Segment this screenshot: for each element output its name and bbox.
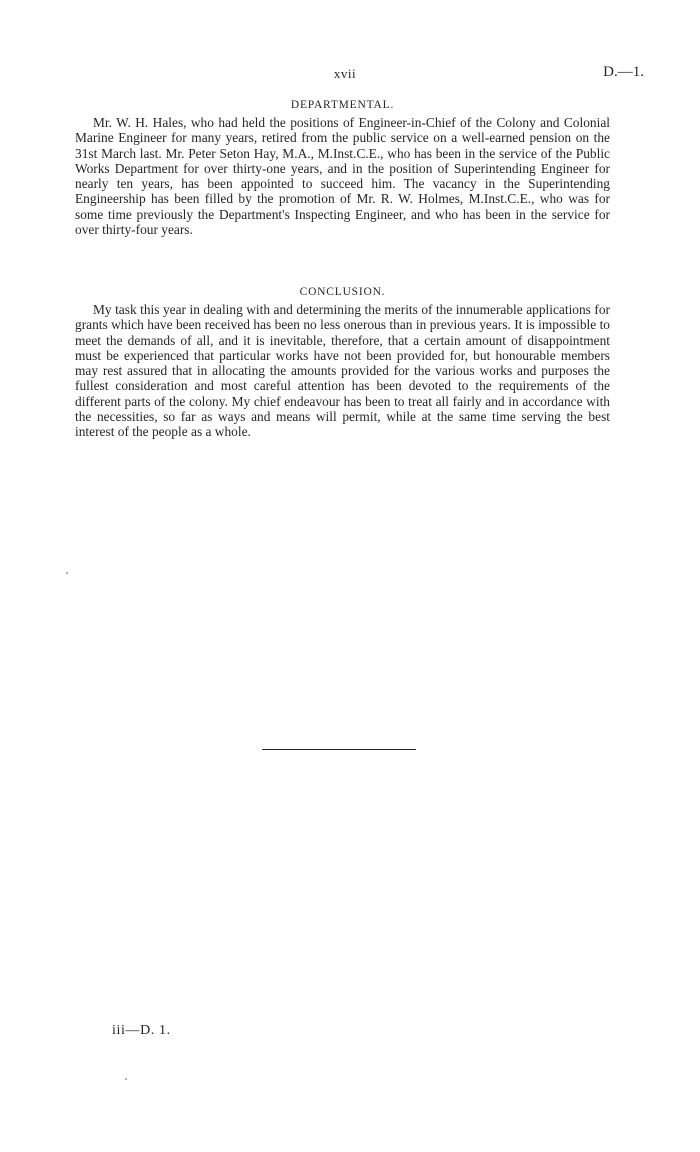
scan-speck xyxy=(125,1078,127,1080)
footer-sheet-reference: iii—D. 1. xyxy=(112,1023,171,1038)
conclusion-heading: CONCLUSION. xyxy=(299,286,386,298)
conclusion-paragraph: My task this year in dealing with and determining the merits of the innumerable applications for grants which have been received has been no less onerous than in previous years. It is impossible to meet the demands of all, and it is inevitable, therefore, that a certain amount of disappointment must be experienced that particular works have not been provided for, but honourable members may rest assured that in allocating the amounts provided for the various works and purposes the fullest consideration and most careful attention has been devoted to the requirements of the different parts of the colony. My chief endeavour has been to treat all fairly and in accordance with the necessities, so far as ways and means will permit, while at the same time serving the best interest of the people as a whole. xyxy=(75,302,610,440)
departmental-paragraph: Mr. W. H. Hales, who had held the positions of Engineer-in-Chief of the Colony and Colonial Marine Engineer for many years, retired from the public service on a well-earned pension on the 31st March last. Mr. Peter Seton Hay, M.A., M.Inst.C.E., who has been in the service of the Public Works Department for over thirty-one years, and in the position of Superintending Engineer for nearly ten years, has been appointed to succeed him. The vacancy in the Superintending Engineership has been filled by the promotion of Mr. R. W. Holmes, M.Inst.C.E., who was for some time previously the Department's Inspecting Engineer, and who has been in the service for over thirty-four years. xyxy=(75,115,610,238)
closing-rule xyxy=(262,749,416,750)
scan-speck xyxy=(66,572,68,574)
document-reference: D.—1. xyxy=(603,64,644,80)
page-number: xvii xyxy=(333,66,357,81)
departmental-section xyxy=(75,99,610,237)
conclusion-section xyxy=(75,286,610,440)
departmental-heading: DEPARTMENTAL. xyxy=(290,99,395,111)
